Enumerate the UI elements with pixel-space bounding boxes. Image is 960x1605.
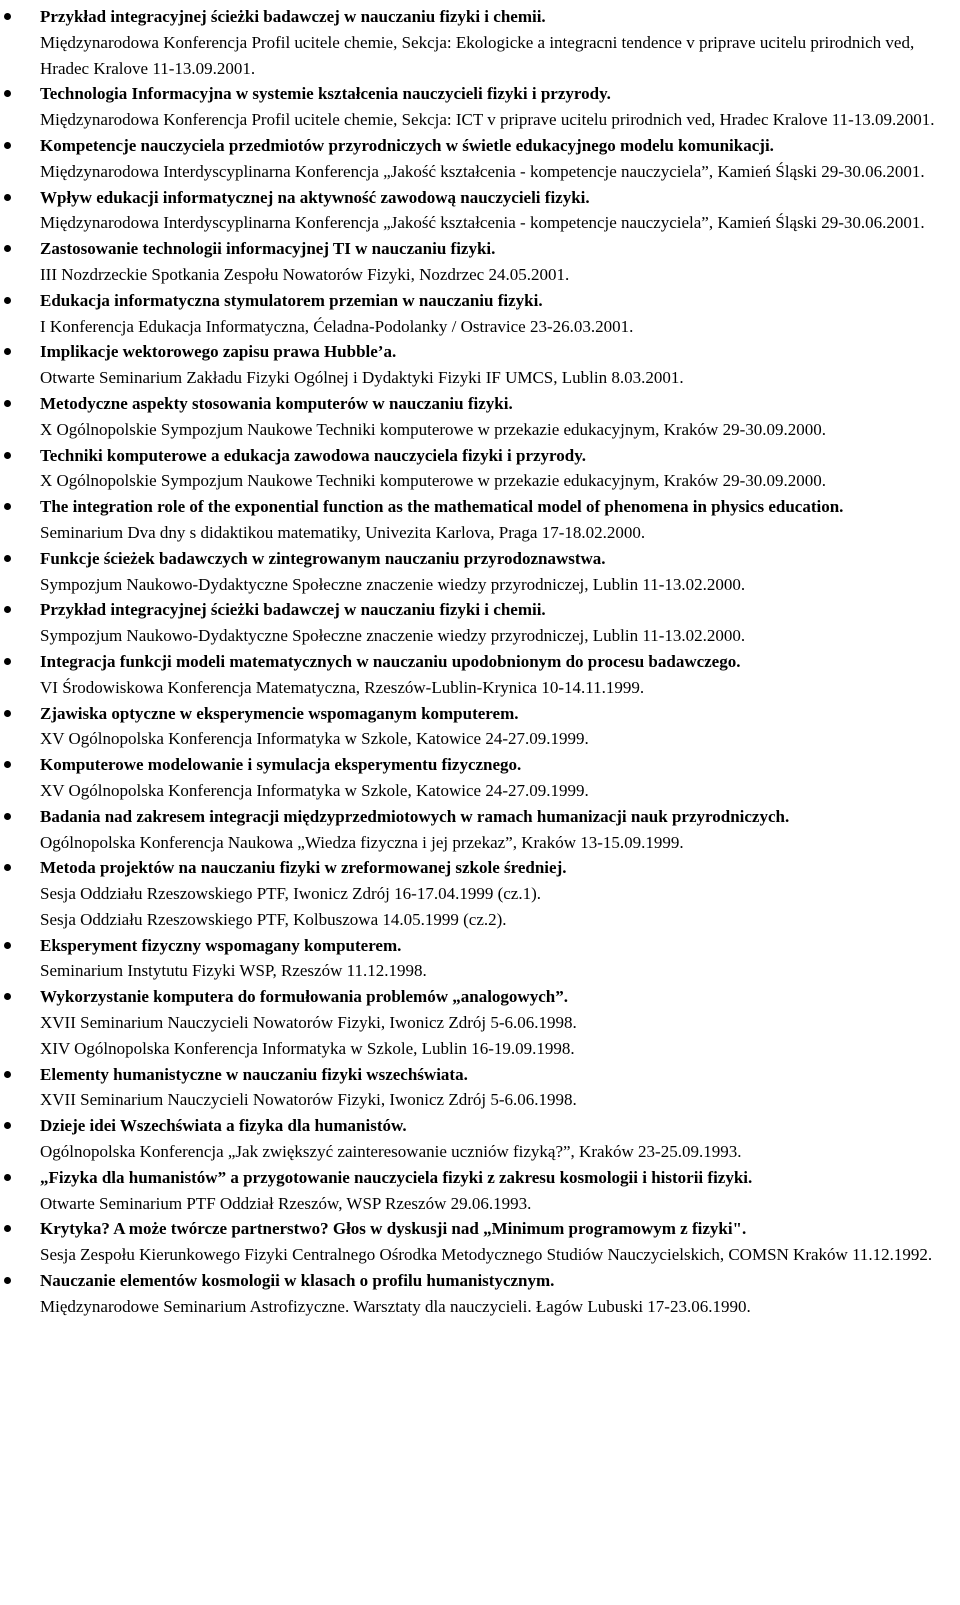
entry-venue: Otwarte Seminarium Zakładu Fizyki Ogólnej i Dydaktyki Fizyki IF UMCS, Lublin 8.03.2001. bbox=[40, 368, 684, 388]
entry-title: Komputerowe modelowanie i symulacja eksperymentu fizycznego. bbox=[40, 755, 522, 775]
list-item bbox=[40, 494, 942, 546]
bullet-icon bbox=[4, 348, 11, 355]
entry-title: Eksperyment fizyczny wspomagany komputerem. bbox=[40, 935, 402, 955]
entry-venue: Sesja Zespołu Kierunkowego Fizyki Centralnego Ośrodka Metodycznego Studiów Nauczycielskich, COMSN Kraków 11.12.1992. bbox=[40, 1245, 933, 1265]
list-item bbox=[40, 443, 942, 495]
entry-venue: Seminarium Dva dny s didaktikou matematiky, Univezita Karlova, Praga 17-18.02.2000. bbox=[40, 522, 646, 542]
entry-venue: Sympozjum Naukowo-Dydaktyczne Społeczne znaczenie wiedzy przyrodniczej, Lublin 11-13.02.2000. bbox=[40, 626, 746, 646]
entry-venue: X Ogólnopolskie Sympozjum Naukowe Techniki komputerowe w przekazie edukacyjnym, Kraków 29-30.09.2000. bbox=[40, 471, 826, 491]
entry-venue: Sesja Oddziału Rzeszowskiego PTF, Kolbuszowa 14.05.1999 (cz.2). bbox=[40, 909, 507, 929]
entry-venue: Sympozjum Naukowo-Dydaktyczne Społeczne znaczenie wiedzy przyrodniczej, Lublin 11-13.02.2000. bbox=[40, 574, 746, 594]
bullet-icon bbox=[4, 942, 11, 949]
bullet-icon bbox=[4, 864, 11, 871]
list-item bbox=[40, 391, 942, 443]
entry-venue: Otwarte Seminarium PTF Oddział Rzeszów, WSP Rzeszów 29.06.1993. bbox=[40, 1193, 532, 1213]
entry-title: „Fizyka dla humanistów” a przygotowanie nauczyciela fizyki z zakresu kosmologii i historii fizyki. bbox=[40, 1167, 753, 1187]
entry-title: Funkcje ścieżek badawczych w zintegrowanym nauczaniu przyrodoznawstwa. bbox=[40, 548, 606, 568]
entry-title: The integration role of the exponential function as the mathematical model of phenomena in physics education. bbox=[40, 497, 844, 517]
list-item bbox=[40, 546, 942, 598]
entry-venue: XVII Seminarium Nauczycieli Nowatorów Fizyki, Iwonicz Zdrój 5-6.06.1998. bbox=[40, 1090, 577, 1110]
entry-title: Techniki komputerowe a edukacja zawodowa nauczyciela fizyki i przyrody. bbox=[40, 445, 587, 465]
entry-venue: Międzynarodowe Seminarium Astrofizyczne. Warsztaty dla nauczycieli. Łagów Lubuski 17-23.06.1990. bbox=[40, 1296, 751, 1316]
entry-venue: I Konferencja Edukacja Informatyczna, Ćeladna-Podolanky / Ostravice 23-26.03.2001. bbox=[40, 316, 634, 336]
entry-title: Wykorzystanie komputera do formułowania problemów „analogowych”. bbox=[40, 987, 568, 1007]
entry-venue: Międzynarodowa Konferencja Profil ucitele chemie, Sekcja: Ekologicke a integracni tendence v priprave ucitelu prirodnich ved, Hradec Kralove 11-13.09.2001. bbox=[40, 32, 915, 78]
presentation-list bbox=[40, 4, 942, 1320]
entry-title: Metodyczne aspekty stosowania komputerów w nauczaniu fizyki. bbox=[40, 393, 513, 413]
list-item bbox=[40, 933, 942, 985]
entry-title: Przykład integracyjnej ścieżki badawczej w nauczaniu fizyki i chemii. bbox=[40, 7, 546, 26]
entry-title: Kompetencje nauczyciela przedmiotów przyrodniczych w świetle edukacyjnego modelu komunikacji. bbox=[40, 135, 774, 155]
list-item bbox=[40, 597, 942, 649]
entry-title: Zastosowanie technologii informacyjnej TI w nauczaniu fizyki. bbox=[40, 239, 496, 259]
entry-venue: X Ogólnopolskie Sympozjum Naukowe Techniki komputerowe w przekazie edukacyjnym, Kraków 29-30.09.2000. bbox=[40, 419, 826, 439]
list-item bbox=[40, 804, 942, 856]
bullet-icon bbox=[4, 813, 11, 820]
list-item bbox=[40, 4, 942, 81]
list-item bbox=[40, 701, 942, 753]
list-item bbox=[40, 855, 942, 932]
bullet-icon bbox=[4, 1122, 11, 1129]
entry-venue: Ogólnopolska Konferencja „Jak zwiększyć zainteresowanie uczniów fizyką?”, Kraków 23-25.09.1993. bbox=[40, 1142, 742, 1162]
bullet-icon bbox=[4, 658, 11, 665]
list-item bbox=[40, 133, 942, 185]
bullet-icon bbox=[4, 1174, 11, 1181]
entry-venue: Ogólnopolska Konferencja Naukowa „Wiedza fizyczna i jej przekaz”, Kraków 13-15.09.1999. bbox=[40, 832, 684, 852]
bullet-icon bbox=[4, 993, 11, 1000]
entry-title: Krytyka? A może twórcze partnerstwo? Głos w dyskusji nad „Minimum programowym z fizyki". bbox=[40, 1219, 747, 1239]
bullet-icon bbox=[4, 503, 11, 510]
entry-title: Badania nad zakresem integracji międzyprzedmiotowych w ramach humanizacji nauk przyrodniczych. bbox=[40, 806, 790, 826]
list-item bbox=[40, 1165, 942, 1217]
entry-title: Nauczanie elementów kosmologii w klasach o profilu humanistycznym. bbox=[40, 1271, 555, 1291]
bullet-icon bbox=[4, 142, 11, 149]
list-item bbox=[40, 984, 942, 1061]
list-item bbox=[40, 236, 942, 288]
bullet-icon bbox=[4, 245, 11, 252]
bullet-icon bbox=[4, 1225, 11, 1232]
entry-title: Przykład integracyjnej ścieżki badawczej w nauczaniu fizyki i chemii. bbox=[40, 600, 546, 620]
entry-venue: XIV Ogólnopolska Konferencja Informatyka w Szkole, Lublin 16-19.09.1998. bbox=[40, 1038, 575, 1058]
entry-venue: Sesja Oddziału Rzeszowskiego PTF, Iwonicz Zdrój 16-17.04.1999 (cz.1). bbox=[40, 884, 541, 904]
entry-venue: VI Środowiskowa Konferencja Matematyczna, Rzeszów-Lublin-Krynica 10-14.11.1999. bbox=[40, 677, 645, 697]
list-item bbox=[40, 185, 942, 237]
entry-title: Edukacja informatyczna stymulatorem przemian w nauczaniu fizyki. bbox=[40, 290, 543, 310]
entry-title: Zjawiska optyczne w eksperymencie wspomaganym komputerem. bbox=[40, 703, 519, 723]
bullet-icon bbox=[4, 606, 11, 613]
list-item bbox=[40, 1113, 942, 1165]
entry-title: Integracja funkcji modeli matematycznych w nauczaniu upodobnionym do procesu badawczego. bbox=[40, 651, 741, 671]
bullet-icon bbox=[4, 13, 11, 20]
bullet-icon bbox=[4, 555, 11, 562]
bullet-icon bbox=[4, 761, 11, 768]
list-item bbox=[40, 1216, 942, 1268]
entry-venue: Międzynarodowa Konferencja Profil ucitele chemie, Sekcja: ICT v priprave ucitelu prirodnich ved, Hradec Kralove 11-13.09.2001. bbox=[40, 110, 935, 130]
bullet-icon bbox=[4, 452, 11, 459]
entry-venue: Międzynarodowa Interdyscyplinarna Konferencja „Jakość kształcenia - kompetencje nauczyciela”, Kamień Śląski 29-30.06.2001. bbox=[40, 161, 925, 181]
entry-title: Implikacje wektorowego zapisu prawa Hubble’a. bbox=[40, 342, 397, 362]
entry-title: Metoda projektów na nauczaniu fizyki w zreformowanej szkole średniej. bbox=[40, 858, 567, 878]
list-item bbox=[40, 81, 942, 133]
entry-venue: III Nozdrzeckie Spotkania Zespołu Nowatorów Fizyki, Nozdrzec 24.05.2001. bbox=[40, 264, 570, 284]
entry-venue: Międzynarodowa Interdyscyplinarna Konferencja „Jakość kształcenia - kompetencje nauczyciela”, Kamień Śląski 29-30.06.2001. bbox=[40, 213, 925, 233]
list-item bbox=[40, 1268, 942, 1320]
bullet-icon bbox=[4, 194, 11, 201]
bullet-icon bbox=[4, 1277, 11, 1284]
bullet-icon bbox=[4, 297, 11, 304]
entry-venue: XVII Seminarium Nauczycieli Nowatorów Fizyki, Iwonicz Zdrój 5-6.06.1998. bbox=[40, 1013, 577, 1033]
list-item bbox=[40, 288, 942, 340]
entry-venue: XV Ogólnopolska Konferencja Informatyka w Szkole, Katowice 24-27.09.1999. bbox=[40, 780, 589, 800]
list-item bbox=[40, 752, 942, 804]
entry-title: Dzieje idei Wszechświata a fizyka dla humanistów. bbox=[40, 1116, 407, 1136]
entry-venue: XV Ogólnopolska Konferencja Informatyka w Szkole, Katowice 24-27.09.1999. bbox=[40, 729, 589, 749]
entry-venue: Seminarium Instytutu Fizyki WSP, Rzeszów 11.12.1998. bbox=[40, 961, 427, 981]
bullet-icon bbox=[4, 90, 11, 97]
entry-title: Technologia Informacyjna w systemie kształcenia nauczycieli fizyki i przyrody. bbox=[40, 84, 611, 104]
list-item bbox=[40, 339, 942, 391]
bullet-icon bbox=[4, 400, 11, 407]
entry-title: Elementy humanistyczne w nauczaniu fizyki wszechświata. bbox=[40, 1064, 468, 1084]
entry-title: Wpływ edukacji informatycznej na aktywność zawodową nauczycieli fizyki. bbox=[40, 187, 590, 207]
list-item bbox=[40, 1062, 942, 1114]
bullet-icon bbox=[4, 1071, 11, 1078]
bullet-icon bbox=[4, 710, 11, 717]
list-item bbox=[40, 649, 942, 701]
